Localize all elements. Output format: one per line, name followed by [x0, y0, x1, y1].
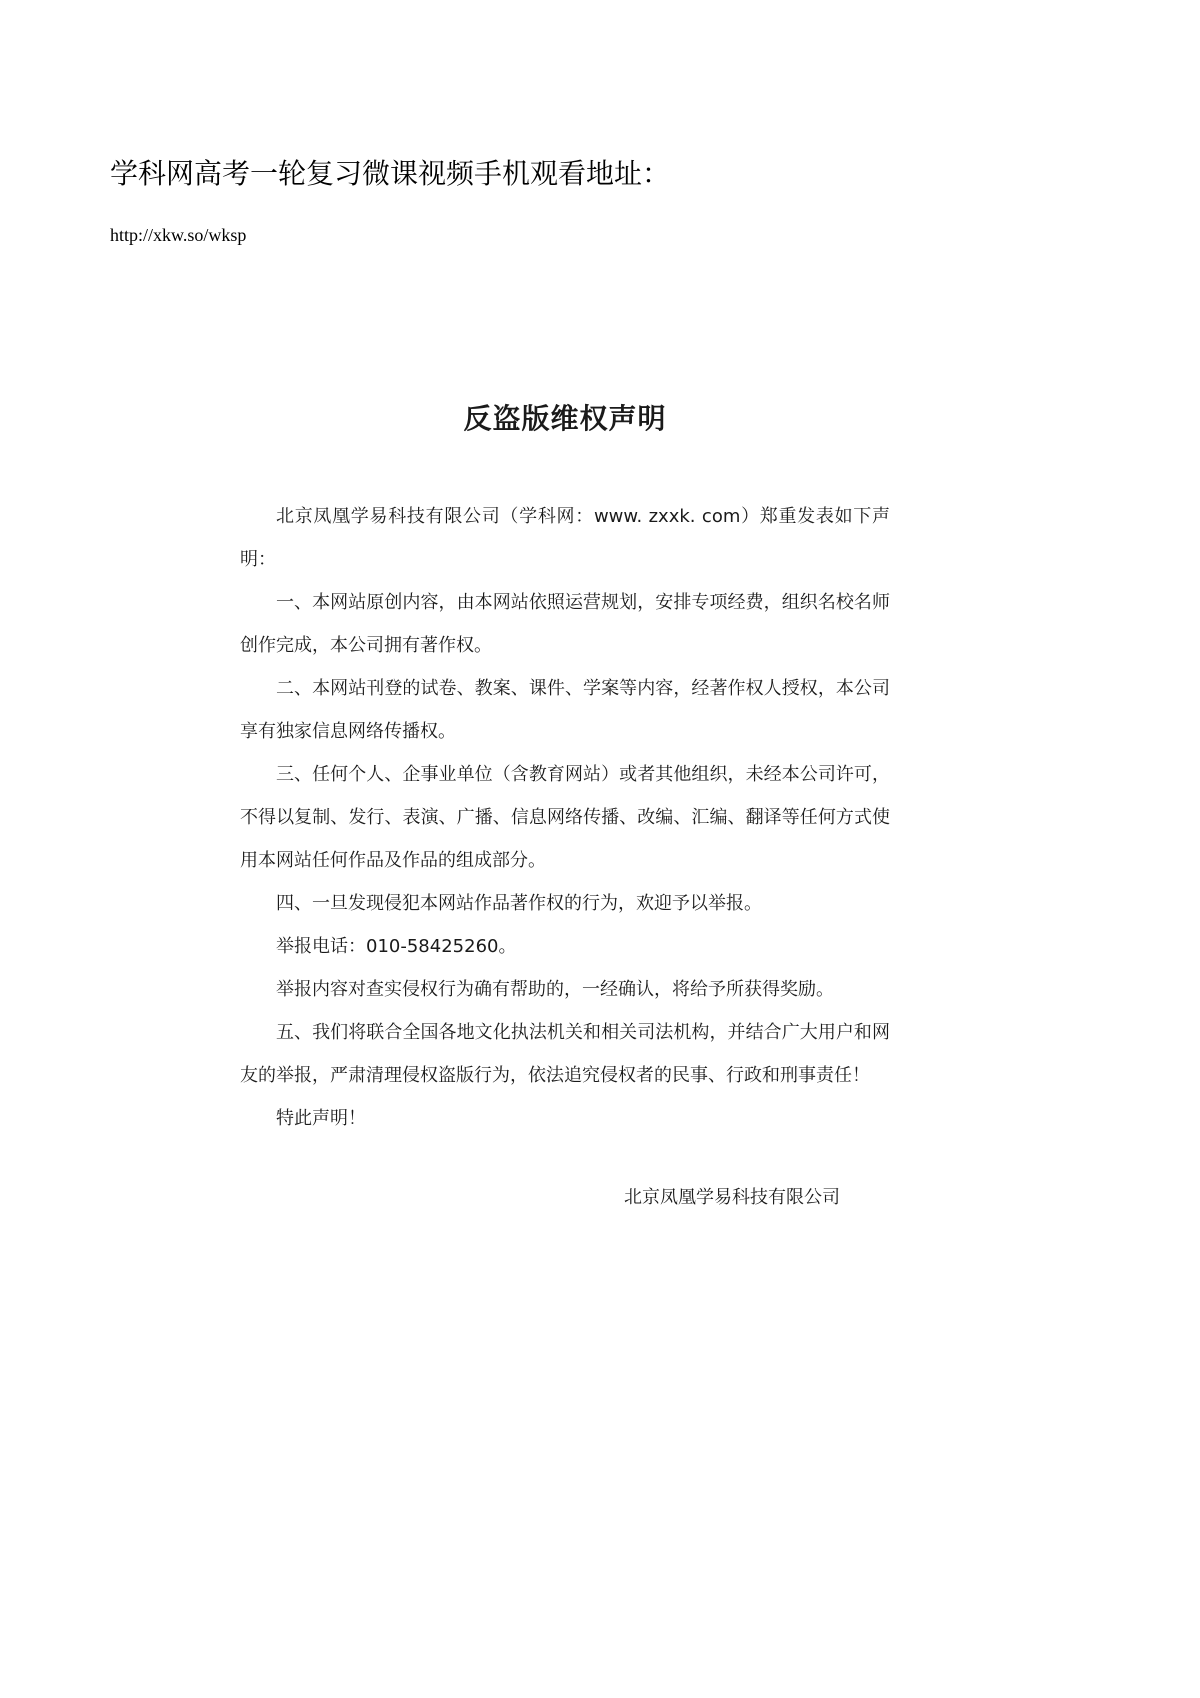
page-heading: 学科网高考一轮复习微课视频手机观看地址： — [110, 157, 671, 190]
anti-piracy-statement — [240, 395, 890, 1219]
statement-paragraph: 一、本网站原创内容，由本网站依照运营规划，安排专项经费，组织名校名师创作完成，本公司拥有著作权。 — [240, 592, 890, 656]
statement-paragraph: 三、任何个人、企事业单位（含教育网站）或者其他组织，未经本公司许可，不得以复制、发行、表演、广播、信息网络传播、改编、汇编、翻译等任何方式使用本网站任何作品及作品的组成部分。 — [240, 764, 890, 871]
statement-closing: 特此声明！ — [276, 1108, 366, 1129]
statement-title: 反盗版维权声明 — [463, 402, 667, 435]
statement-paragraph: 二、本网站刊登的试卷、教案、课件、学案等内容，经著作权人授权，本公司享有独家信息网络传播权。 — [240, 678, 890, 742]
statement-paragraph: 举报内容对查实侵权行为确有帮助的，一经确认，将给予所获得奖励。 — [276, 979, 834, 1000]
statement-paragraph: 四、一旦发现侵犯本网站作品著作权的行为，欢迎予以举报。 — [276, 893, 762, 914]
report-phone: 举报电话：010-58425260。 — [276, 936, 517, 957]
statement-intro-paragraph: 北京凤凰学易科技有限公司（学科网：www. zxxk. com）郑重发表如下声明： — [240, 506, 890, 570]
statement-paragraph: 五、我们将联合全国各地文化执法机关和相关司法机构，并结合广大用户和网友的举报，严肃清理侵权盗版行为，依法追究侵权者的民事、行政和刑事责任！ — [240, 1022, 890, 1086]
video-url-link[interactable]: http://xkw.so/wksp — [110, 225, 247, 245]
company-signature: 北京凤凰学易科技有限公司 — [624, 1187, 840, 1208]
